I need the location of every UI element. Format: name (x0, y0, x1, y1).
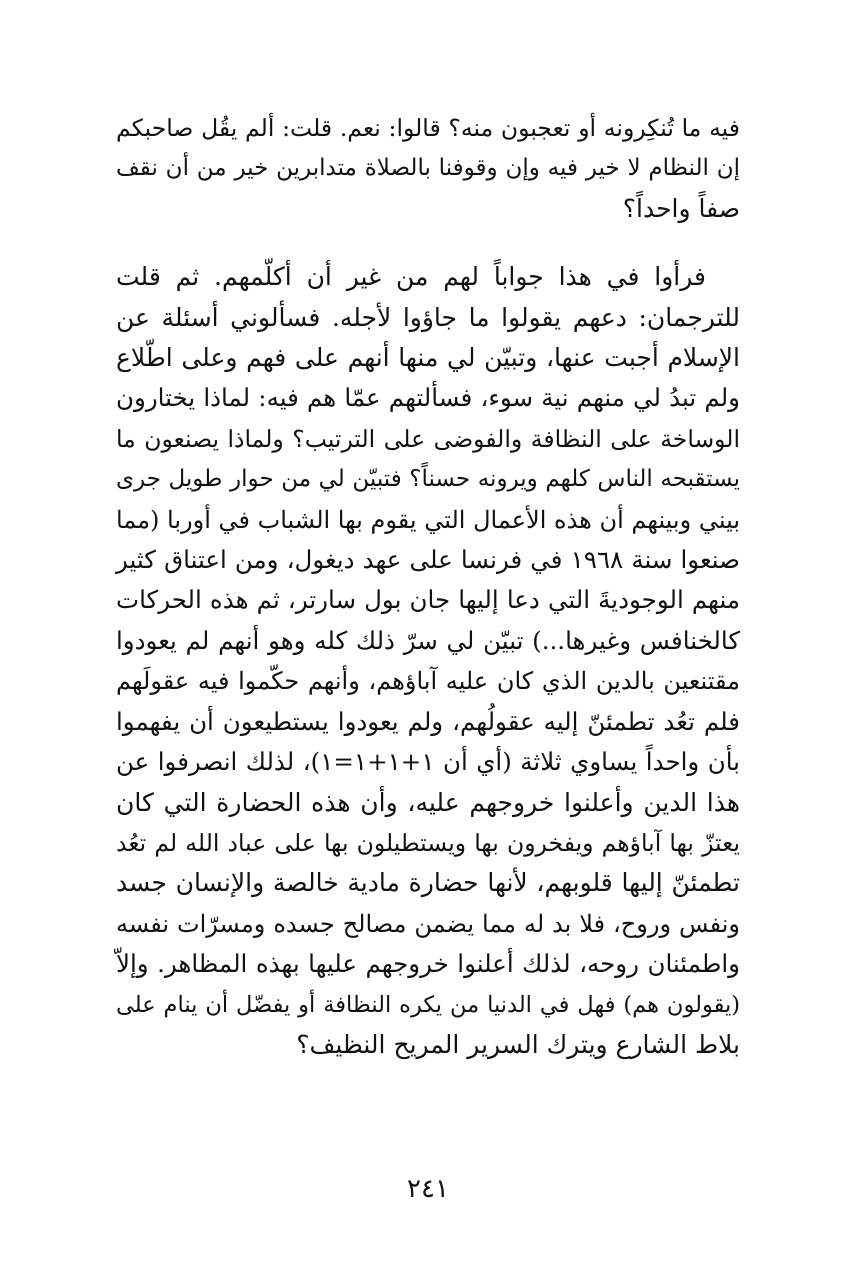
text-line: بأن واحداً يساوي ثلاثة (أي أن ١+١+١=١)، لذلك انصرفوا عن (116, 747, 740, 777)
text-line: فلم تعُد تطمئنّ إليه عقولُهم، ولم يعودوا يستطيعون أن يفهموا (116, 706, 740, 736)
text-line: الإسلام أجبت عنها، وتبيّن لي منها أنهم على فهم وعلى اطّلاع (116, 343, 740, 373)
text-line: واطمئنان روحه، لذلك أعلنوا خروجهم عليها بهذه المظاهر. وإلاّ (116, 949, 740, 979)
text-line: بلاط الشارع ويترك السرير المريح النظيف؟ (296, 1029, 740, 1059)
text-line: ولم تبدُ لي منهم نية سوء، فسألتهم عمّا هم فيه: لماذا يختارون (116, 383, 740, 413)
page-body (116, 108, 740, 1065)
text-line: تطمئنّ إليها قلوبهم، لأنها حضارة مادية خالصة والإنسان جسد (116, 868, 740, 898)
text-line: فيه ما تُنكِرونه أو تعجبون منه؟ قالوا: نعم. قلت: ألم يقُل صاحبكم (116, 114, 740, 142)
text-line: بيني وبينهم أن هذه الأعمال التي يقوم بها الشباب في أوربا (مما (116, 505, 740, 534)
page-number: ٢٤١ (407, 1174, 449, 1204)
paragraph-gap (116, 229, 740, 257)
text-line: للترجمان: دعهم يقولوا ما جاؤوا لأجله. فسألوني أسئلة عن (116, 302, 740, 332)
text-line: مقتنعين بالدين الذي كان عليه آباؤهم، وأنهم حكّموا فيه عقولَهم (116, 667, 740, 696)
text-line: صفاً واحداً؟ (622, 193, 740, 223)
text-line: إن النظام لا خير فيه وإن وقوفنا بالصلاة متدابرين خير من أن نقف (116, 155, 740, 182)
text-line: صنعوا سنة ١٩٦٨ في فرنسا على عهد ديغول، ومن اعتناق كثير (116, 545, 740, 575)
text-line: يعتزّ بها آباؤهم ويفخرون بها ويستطيلون بها على عباد الله لم تعُد (116, 828, 740, 857)
text-line: ونفس وروح، فلا بد له مما يضمن مصالح جسده ومسرّات نفسه (116, 909, 740, 938)
text-line: فرأوا في هذا جواباً لهم من غير أن أكلّمهم. ثم قلت (116, 262, 706, 292)
text-line: منهم الوجوديةَ التي دعا إليها جان بول سارتر، ثم هذه الحركات (116, 585, 740, 615)
text-line: هذا الدين وأعلنوا خروجهم عليه، وأن هذه الحضارة التي كان (116, 787, 740, 817)
text-line: كالخنافس وغيرها...) تبيّن لي سرّ ذلك كله وهو أنهم لم يعودوا (116, 625, 740, 655)
paragraph-2 (116, 257, 740, 1065)
text-line: (يقولون هم) فهل في الدنيا من يكره النظافة أو يفضّل أن ينام على (116, 991, 740, 1018)
text-line: الوساخة على النظافة والفوضى على الترتيب؟ ولماذا يصنعون ما (116, 424, 740, 453)
paragraph-1 (116, 108, 740, 229)
text-line: يستقبحه الناس كلهم ويرونه حسناً؟ فتبيّن لي من حوار طويل جرى (116, 466, 740, 493)
